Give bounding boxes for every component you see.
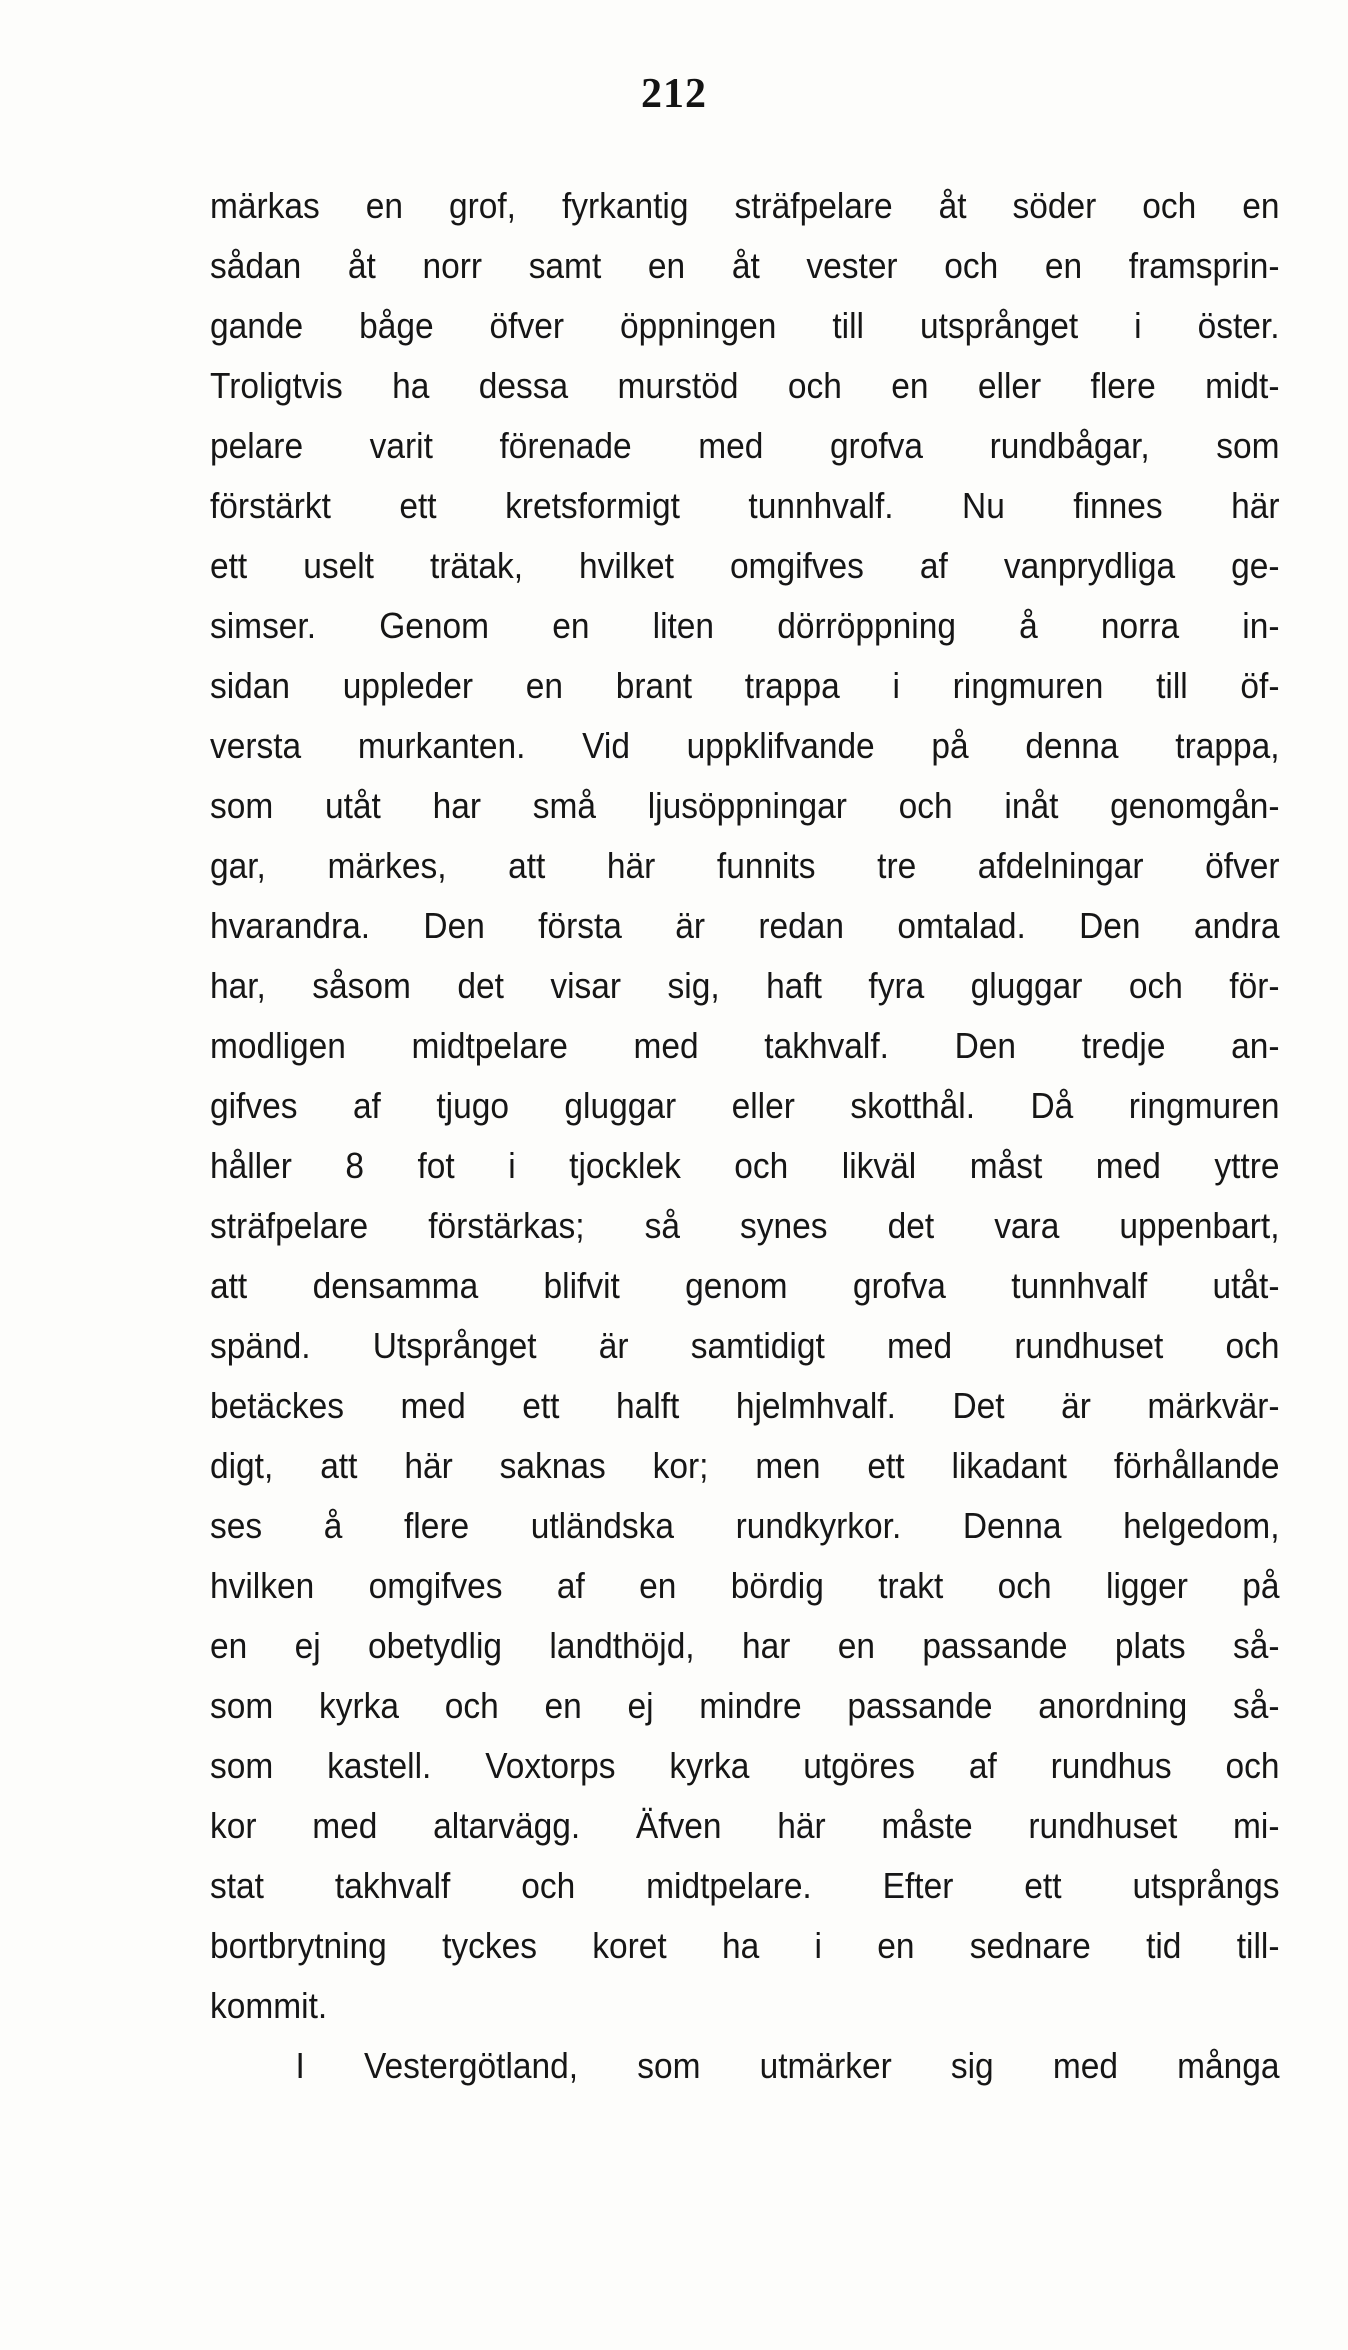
text-line: som kyrka och en ej mindre passande anordning så- [210,1685,1280,1726]
text-line: kommit. [210,1985,328,2026]
text-line: märkas en grof, fyrkantig sträfpelare åt söder och en [210,185,1280,226]
text-line: hvilken omgifves af en bördig trakt och ligger på [210,1565,1280,1606]
text-line: kor med altarvägg. Äfven här måste rundhuset mi- [210,1805,1280,1846]
page-number: 212 [641,71,707,117]
text-line: förstärkt ett kretsformigt tunnhvalf. Nu finnes här [210,485,1280,526]
text-line: simser. Genom en liten dörröppning å norra in- [210,605,1280,646]
text-line: har, såsom det visar sig, haft fyra gluggar och för- [210,965,1280,1006]
text-line: gifves af tjugo gluggar eller skotthål. Då ringmuren [210,1085,1280,1126]
text-line: ses å flere utländska rundkyrkor. Denna helgedom, [210,1505,1280,1546]
text-line: att densamma blifvit genom grofva tunnhvalf utåt- [210,1265,1280,1306]
text-line: som kastell. Voxtorps kyrka utgöres af rundhus och [210,1745,1280,1786]
text-line: modligen midtpelare med takhvalf. Den tredje an- [210,1025,1280,1066]
text-line: betäckes med ett halft hjelmhvalf. Det är märkvär- [210,1385,1280,1426]
text-line: stat takhvalf och midtpelare. Efter ett utsprångs [210,1865,1280,1906]
text-line: gande båge öfver öppningen till utsprånget i öster. [210,305,1280,346]
text-line: Troligtvis ha dessa murstöd och en eller flere midt- [210,365,1280,406]
text-line-paragraph-start: I Vestergötland, som utmärker sig med många [295,2045,1280,2086]
text-line: ett uselt trätak, hvilket omgifves af vanprydliga ge- [210,545,1280,586]
text-line: som utåt har små ljusöppningar och inåt genomgån- [210,785,1280,826]
text-line: gar, märkes, att här funnits tre afdelningar öfver [210,845,1280,886]
text-line: håller 8 fot i tjocklek och likväl måst med yttre [210,1145,1280,1186]
text-line: pelare varit förenade med grofva rundbågar, som [210,425,1280,466]
text-line: sådan åt norr samt en åt vester och en framsprin- [210,245,1280,286]
text-line: digt, att här saknas kor; men ett likadant förhållande [210,1445,1280,1486]
text-line: versta murkanten. Vid uppklifvande på denna trappa, [210,725,1280,766]
text-line: sträfpelare förstärkas; så synes det vara uppenbart, [210,1205,1280,1246]
text-line: hvarandra. Den första är redan omtalad. Den andra [210,905,1280,946]
text-line: spänd. Utsprånget är samtidigt med rundhuset och [210,1325,1280,1366]
text-line: sidan uppleder en brant trappa i ringmuren till öf- [210,665,1280,706]
text-line: en ej obetydlig landthöjd, har en passande plats så- [210,1625,1280,1666]
body-text [210,176,1280,2096]
text-line: bortbrytning tyckes koret ha i en sednare tid till- [210,1925,1280,1966]
